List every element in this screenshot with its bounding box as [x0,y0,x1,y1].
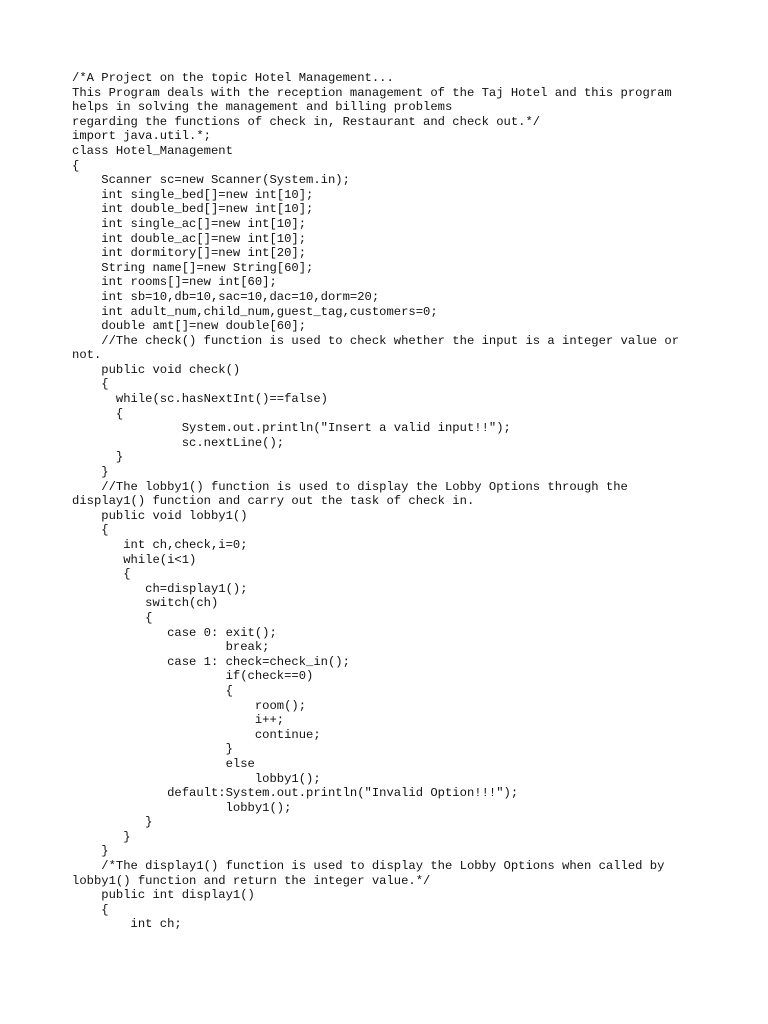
code-line: public void lobby1() [72,508,248,523]
code-line: sc.nextLine(); [72,435,285,450]
code-line: { [72,158,80,173]
code-line: public void check() [72,362,241,377]
code-line: public int display1() [72,888,255,903]
code-line: case 0: exit(); [72,625,277,640]
code-line: class Hotel_Management [72,143,233,158]
code-line: { [72,406,124,421]
source-code-listing [72,71,712,932]
code-line: { [72,377,109,392]
code-line: regarding the functions of check in, Restaurant and check out.*/ [72,114,541,129]
code-line: /*The display1() function is used to display the Lobby Options when called by [72,859,665,874]
code-line: lobby1() function and return the integer value.*/ [72,873,431,888]
code-line: double amt[]=new double[60]; [72,319,307,334]
code-line: not. [72,348,102,363]
code-line: import java.util.*; [72,129,211,144]
code-line: else [72,756,255,771]
code-line: if(check==0) [72,669,314,684]
code-line: int rooms[]=new int[60]; [72,275,277,290]
code-line: int ch; [72,917,182,932]
code-line: lobby1(); [72,800,292,815]
code-line: } [72,844,109,859]
code-line: } [72,815,153,830]
code-line: int single_bed[]=new int[10]; [72,187,314,202]
code-line: { [72,683,233,698]
code-line: lobby1(); [72,771,321,786]
code-line: Scanner sc=new Scanner(System.in); [72,173,350,188]
code-line: { [72,567,131,582]
code-line: } [72,742,233,757]
code-line: int double_ac[]=new int[10]; [72,231,307,246]
code-line: This Program deals with the reception management of the Taj Hotel and this program [72,85,672,100]
code-line: String name[]=new String[60]; [72,260,314,275]
code-line: } [72,465,109,480]
code-line: { [72,610,153,625]
code-line: helps in solving the management and billing problems [72,100,453,115]
code-line: System.out.println("Insert a valid input!!"); [72,421,511,436]
code-line: { [72,523,109,538]
code-line: break; [72,640,270,655]
code-line: int ch,check,i=0; [72,538,248,552]
code-line: int sb=10,db=10,sac=10,dac=10,dorm=20; [72,289,380,304]
code-line: } [72,450,124,465]
code-line: switch(ch) [72,596,219,611]
code-line: default:System.out.println("Invalid Option!!!"); [72,786,519,801]
code-line: //The check() function is used to check whether the input is a integer value or [72,333,680,348]
code-line: continue; [72,727,321,742]
code-line: /*A Project on the topic Hotel Management... [72,71,394,85]
code-line: //The lobby1() function is used to display the Lobby Options through the [72,479,628,494]
code-line: int single_ac[]=new int[10]; [72,216,307,231]
code-line: int dormitory[]=new int[20]; [72,246,307,261]
code-line: room(); [72,698,307,713]
code-line: while(i<1) [72,552,197,567]
code-line: ch=display1(); [72,581,248,596]
code-line: while(sc.hasNextInt()==false) [72,392,328,407]
code-line: int adult_num,child_num,guest_tag,customers=0; [72,304,438,319]
code-line: } [72,829,131,844]
code-line: int double_bed[]=new int[10]; [72,202,314,217]
code-line: { [72,902,109,917]
code-line: case 1: check=check_in(); [72,654,350,669]
code-line: i++; [72,713,285,728]
code-line: display1() function and carry out the task of check in. [72,494,475,509]
